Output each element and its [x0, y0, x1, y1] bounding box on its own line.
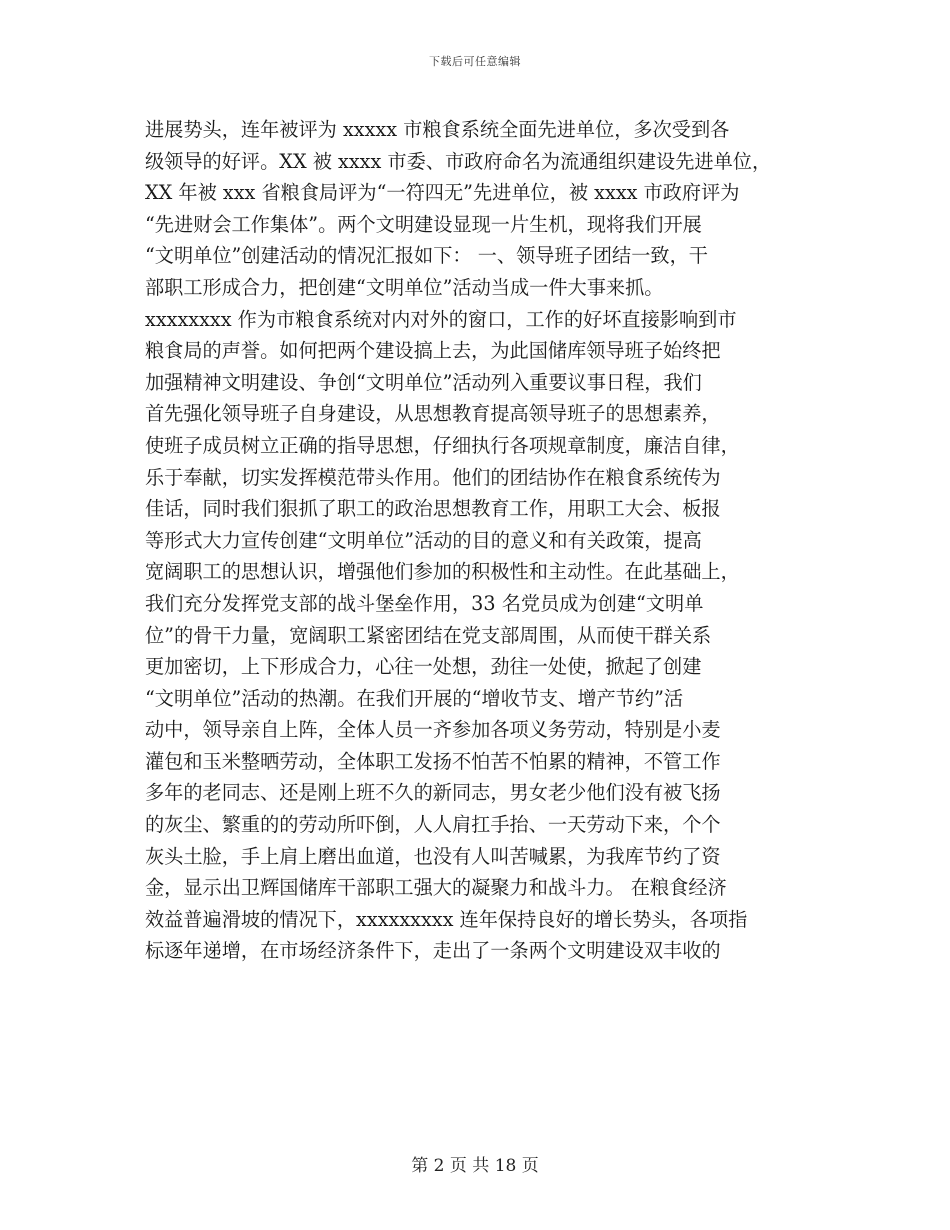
text-line: “文明单位”活动的热潮。在我们开展的“增收节支、增产节约”活	[145, 686, 684, 710]
text-line: 我们充分发挥党支部的战斗堡垒作用，33 名党员成为创建“文明单	[145, 591, 704, 615]
text-line: 部职工形成合力，把创建“文明单位”活动当成一件大事来抓。	[145, 275, 664, 299]
text-line: 位”的骨干力量，宽阔职工紧密团结在党支部周围，从而使干群关系	[145, 623, 712, 647]
text-line: 宽阔职工的思想认识，增强他们参加的积极性和主动性。在此基础上，	[145, 560, 740, 584]
text-line: “先进财会工作集体”。两个文明建设显现一片生机，现将我们开展	[145, 212, 702, 236]
text-line: XX 年被 xxx 省粮食局评为“一符四无”先进单位，被 xxxx 市政府评为	[145, 181, 740, 205]
text-line: 乐于奉献，切实发挥模范带头作用。他们的团结协作在粮食系统传为	[145, 465, 721, 489]
body-text	[145, 114, 810, 967]
page-number: 第 2 页 共 18 页	[411, 1156, 539, 1176]
text-line: 效益普遍滑坡的情况下，xxxxxxxxx 连年保持良好的增长势头，各项指	[145, 907, 748, 931]
text-line: 灰头土脸，手上肩上磨出血道，也没有人叫苦喊累，为我库节约了资	[145, 844, 721, 868]
page-header: 下载后可任意编辑	[429, 55, 521, 68]
text-line: xxxxxxxx 作为市粮食系统对内对外的窗口，工作的好坏直接影响到市	[145, 307, 737, 331]
text-line: 级领导的好评。XX 被 xxxx 市委、市政府命名为流通组织建设先进单位，	[145, 149, 772, 173]
text-line: 动中，领导亲自上阵，全体人员一齐参加各项义务劳动，特别是小麦	[145, 718, 721, 742]
text-line: 粮食局的声誉。如何把两个建设搞上去，为此国储库领导班子始终把	[145, 339, 721, 363]
text-line: 标逐年递增，在市场经济条件下，走出了一条两个文明建设双丰收的	[145, 939, 721, 963]
text-line: “文明单位”创建活动的情况汇报如下： 一、领导班子团结一致，干	[145, 244, 708, 268]
text-line: 进展势头，连年被评为 xxxxx 市粮食系统全面先进单位，多次受到各	[145, 118, 730, 141]
text-line: 灌包和玉米整晒劳动，全体职工发扬不怕苦不怕累的精神，不管工作	[145, 749, 721, 773]
text-line: 加强精神文明建设、争创“文明单位”活动列入重要议事日程，我们	[145, 370, 702, 394]
text-line: 佳话，同时我们狠抓了职工的政治思想教育工作，用职工大会、板报	[145, 497, 721, 521]
text-line: 金，显示出卫辉国储库干部职工强大的凝聚力和战斗力。 在粮食经济	[145, 876, 727, 900]
text-line: 多年的老同志、还是刚上班不久的新同志，男女老少他们没有被飞扬	[145, 781, 721, 805]
text-line: 的灰尘、繁重的的劳动所吓倒，人人肩扛手抬、一天劳动下来，个个	[145, 813, 721, 837]
text-line: 首先强化领导班子自身建设，从思想教育提高领导班子的思想素养，	[145, 402, 721, 426]
text-line: 等形式大力宣传创建“文明单位”活动的目的意义和有关政策，提高	[145, 528, 702, 552]
text-line: 更加密切，上下形成合力，心往一处想，劲往一处使，掀起了创建	[145, 655, 702, 679]
text-line: 使班子成员树立正确的指导思想，仔细执行各项规章制度，廉洁自律，	[145, 433, 740, 457]
